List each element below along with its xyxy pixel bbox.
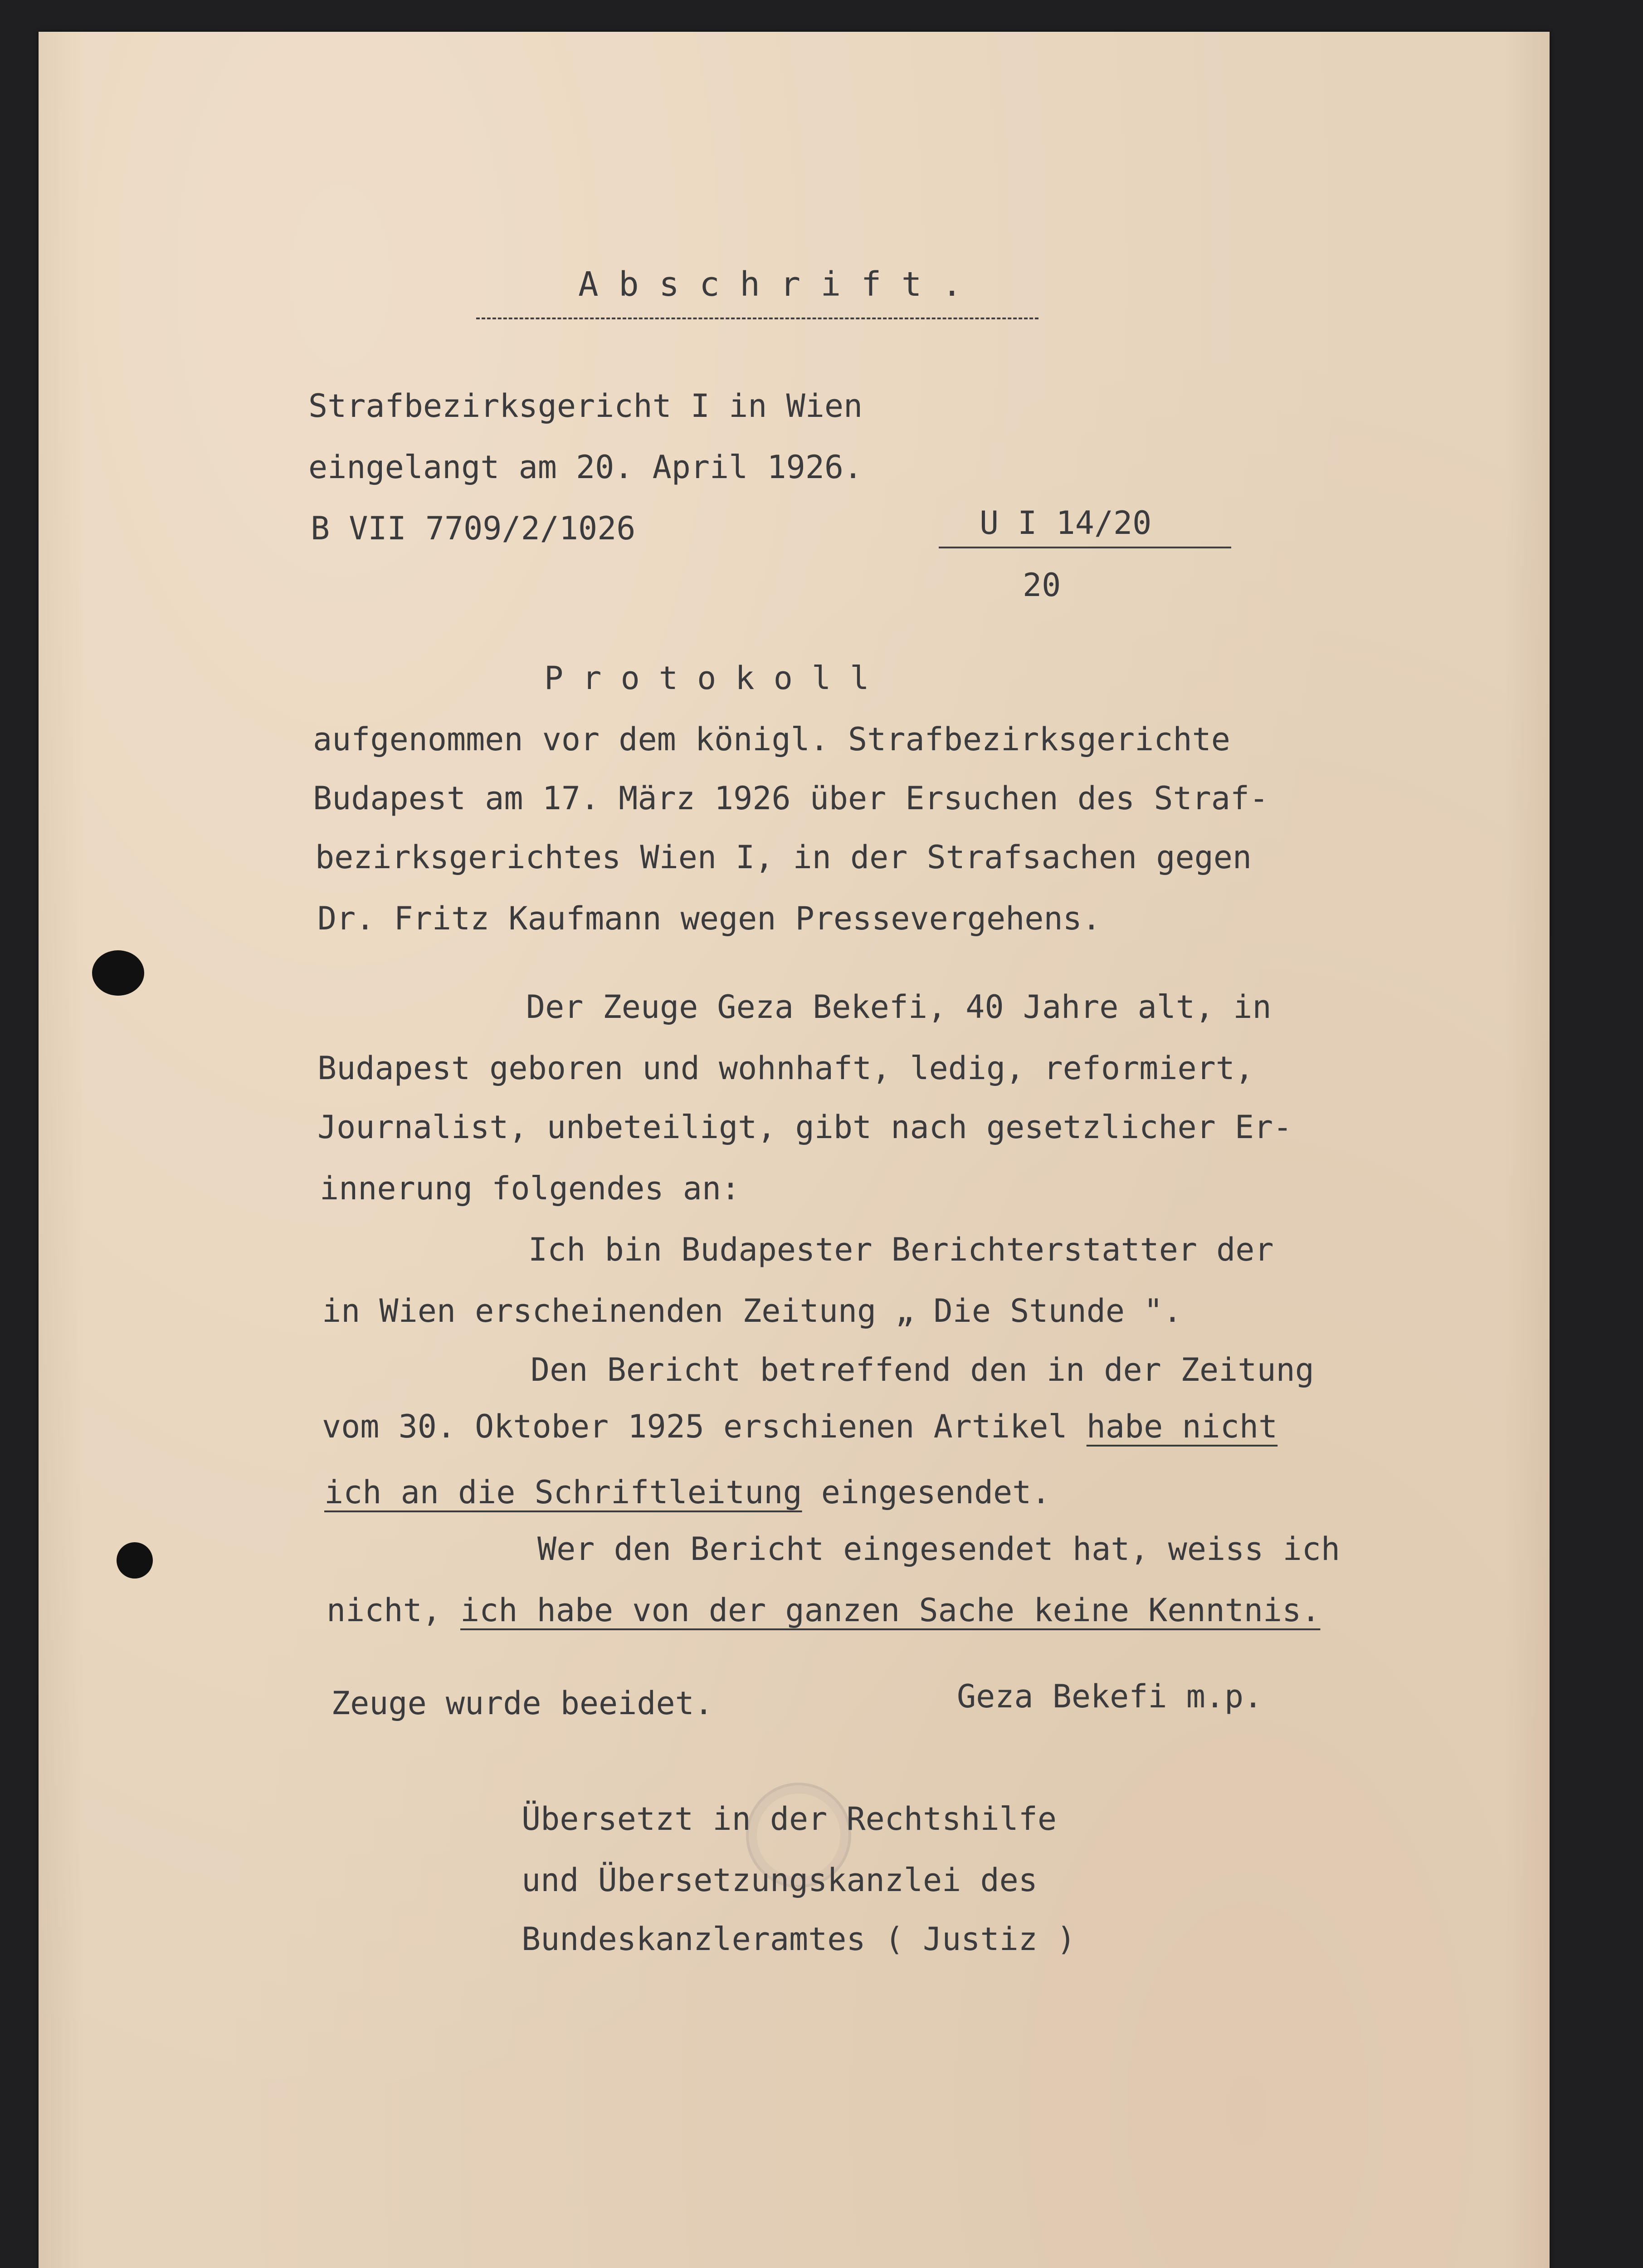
punch-hole-top	[92, 950, 144, 996]
file-number-divider	[939, 547, 1231, 548]
reference-number: B VII 7709/2/1026	[311, 510, 636, 547]
intro-line-1: aufgenommen vor dem königl. Strafbezirksgerichte	[313, 721, 1230, 758]
statement-line-4-underlined: habe nicht	[1086, 1408, 1278, 1445]
statement-line-7-underlined: ich habe von der ganzen Sache keine Kenntnis.	[460, 1592, 1321, 1629]
witness-line-4: innerung folgendes an:	[320, 1170, 741, 1207]
witness-line-2: Budapest geboren und wohnhaft, ledig, reformiert,	[317, 1050, 1254, 1087]
title-underline	[476, 318, 1038, 319]
statement-line-2: in Wien erscheinenden Zeitung „ Die Stunde ".	[322, 1292, 1182, 1330]
intro-line-4: Dr. Fritz Kaufmann wegen Pressevergehens.	[317, 900, 1101, 937]
statement-line-5-underlined: ich an die Schriftleitung	[324, 1474, 802, 1511]
witness-signature: Geza Bekefi m.p.	[957, 1678, 1263, 1715]
statement-line-5-plain: eingesendet.	[802, 1474, 1051, 1511]
oath-note: Zeuge wurde beeidet.	[331, 1685, 713, 1722]
intro-line-2: Budapest am 17. März 1926 über Ersuchen des Straf-	[313, 780, 1269, 817]
document-title: A b s c h r i f t .	[578, 265, 962, 304]
statement-line-1: Ich bin Budapester Berichterstatter der	[528, 1231, 1274, 1268]
punch-hole-bottom	[117, 1542, 153, 1579]
file-number-top: U I 14/20	[980, 504, 1152, 542]
file-number-bottom: 20	[1023, 567, 1061, 604]
translation-note-line-2: und Übersetzungskanzlei des	[522, 1862, 1038, 1899]
protocol-heading: P r o t o k o l l	[544, 660, 869, 697]
statement-line-7-plain: nicht,	[327, 1592, 461, 1629]
statement-line-4-plain: vom 30. Oktober 1925 erschienen Artikel	[322, 1408, 1087, 1445]
statement-line-7	[327, 1592, 1321, 1629]
statement-line-6: Wer den Bericht eingesendet hat, weiss ich	[537, 1530, 1341, 1568]
statement-line-3: Den Bericht betreffend den in der Zeitung	[531, 1351, 1314, 1388]
translation-note-line-1: Übersetzt in der Rechtshilfe	[522, 1800, 1057, 1838]
received-date: eingelangt am 20. April 1926.	[308, 449, 863, 486]
court-name: Strafbezirksgericht I in Wien	[308, 387, 863, 425]
translation-note-line-3: Bundeskanzleramtes ( Justiz )	[522, 1921, 1076, 1958]
witness-line-1: Der Zeuge Geza Bekefi, 40 Jahre alt, in	[526, 988, 1272, 1026]
statement-line-4	[322, 1408, 1278, 1445]
intro-line-3: bezirksgerichtes Wien I, in der Strafsachen gegen	[315, 839, 1252, 876]
statement-line-5	[324, 1474, 1051, 1511]
witness-line-3: Journalist, unbeteiligt, gibt nach gesetzlicher Er-	[317, 1109, 1292, 1146]
